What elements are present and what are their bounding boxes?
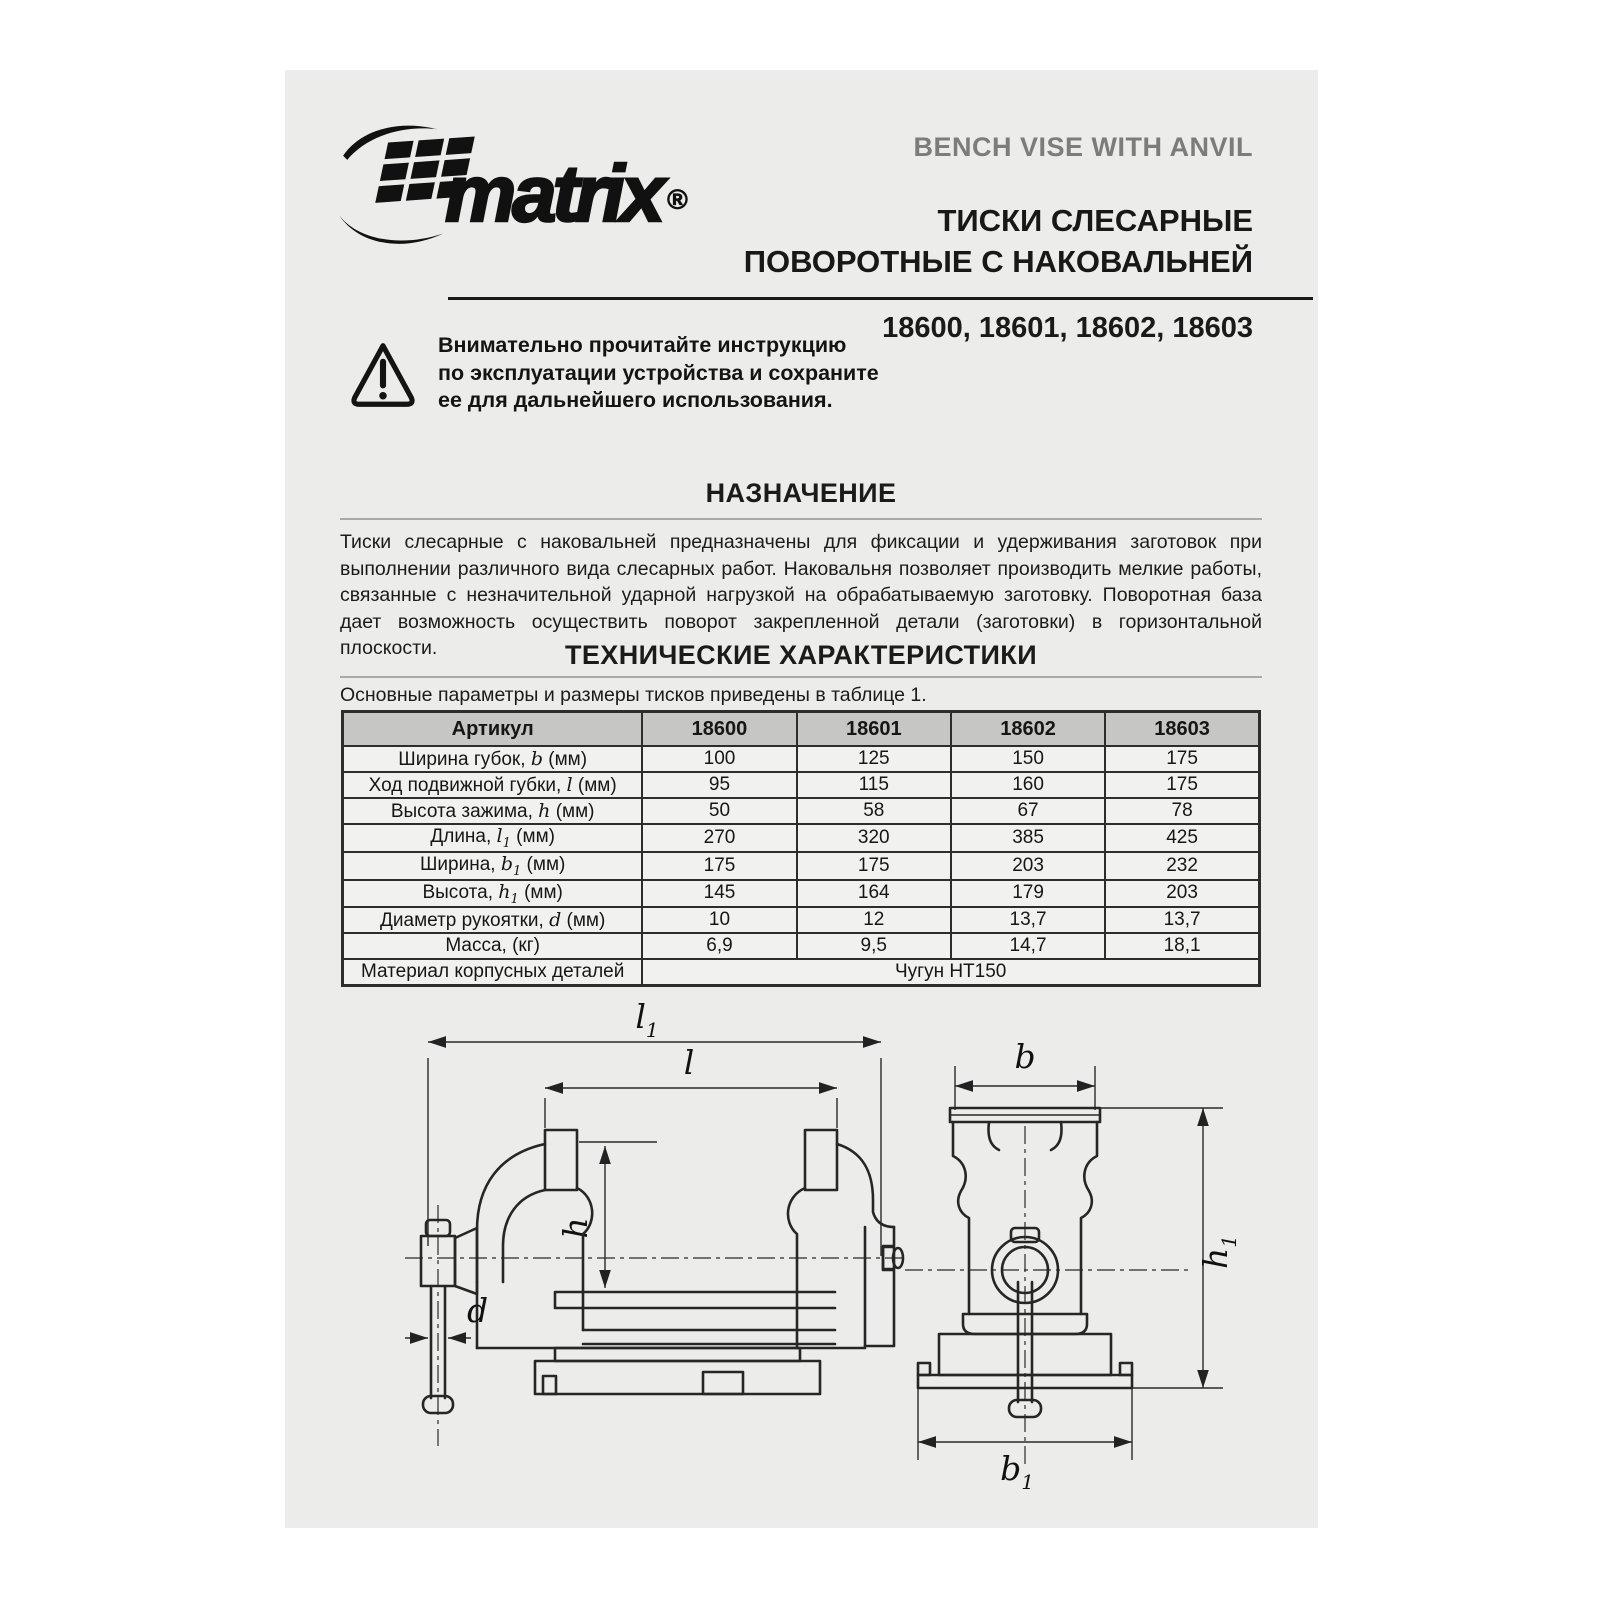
svg-text:l1: $l_1$ [635, 1000, 659, 1042]
svg-text:b: b [1014, 1037, 1036, 1076]
param-value: 270 [642, 824, 796, 852]
param-value: 14,7 [951, 933, 1105, 959]
param-value: 203 [951, 852, 1105, 880]
table-header-row [343, 712, 1260, 747]
param-value: 18,1 [1105, 933, 1259, 959]
param-value: 175 [642, 852, 796, 880]
product-title-ru-line2: ПОВОРОТНЫЕ С НАКОВАЛЬНЕЙ [743, 244, 1253, 279]
param-value: 95 [642, 772, 796, 798]
warning-note [350, 332, 879, 415]
table-row [343, 746, 1260, 772]
param-value: 175 [797, 852, 951, 880]
param-value: 179 [951, 880, 1105, 908]
svg-text:b1: $b_1$ [1000, 1449, 1034, 1490]
param-value: 10 [642, 907, 796, 933]
param-value: 67 [951, 798, 1105, 824]
param-label: Материал корпусных деталей [343, 959, 643, 986]
product-title-ru [744, 200, 1253, 282]
param-label: Высота, $h_1$ (мм) [343, 880, 643, 908]
param-label: Ширина, $b_1$ (мм) [343, 852, 643, 880]
table-row [343, 852, 1260, 880]
col-header-param: Артикул [343, 712, 643, 747]
dimension-h1 [1100, 1108, 1241, 1388]
vise-side-outline [477, 1130, 903, 1394]
section-title-specs: ТЕХНИЧЕСКИЕ ХАРАКТЕРИСТИКИ [564, 640, 1037, 670]
table-row [343, 824, 1260, 852]
specs-intro: Основные параметры и размеры тисков приведены в таблице 1. [340, 684, 927, 706]
table-row [343, 880, 1260, 908]
param-value: 175 [1105, 772, 1259, 798]
table-row-material [343, 959, 1260, 986]
param-label: Ход подвижной губки, l (мм) [343, 772, 643, 798]
warning-line: ее для дальнейшего использования. [438, 388, 833, 412]
param-label: Длина, $l_1$ (мм) [343, 824, 643, 852]
warning-triangle-icon [350, 336, 416, 414]
param-value: 50 [642, 798, 796, 824]
specs-divider [340, 676, 1262, 678]
param-label: Высота зажима, h (мм) [343, 798, 643, 824]
param-value: 12 [797, 907, 951, 933]
product-title-ru-line1: ТИСКИ СЛЕСАРНЫЕ [937, 203, 1253, 238]
product-title-en: BENCH VISE WITH ANVIL [913, 132, 1253, 162]
registered-trademark: ® [667, 184, 688, 215]
param-value: 203 [1105, 880, 1259, 908]
param-value: 175 [1105, 746, 1259, 772]
svg-text:d: d [467, 1291, 489, 1330]
dimension-l [545, 1043, 837, 1128]
param-value: 425 [1105, 824, 1259, 852]
front-view-drawing [905, 1030, 1245, 1490]
header-divider [448, 297, 1313, 300]
warning-line: Внимательно прочитайте инструкцию [438, 333, 847, 357]
param-value: 125 [797, 746, 951, 772]
col-header-article: 18603 [1105, 712, 1259, 747]
param-value: 9,5 [797, 933, 951, 959]
param-value: 150 [951, 746, 1105, 772]
col-header-article: 18600 [642, 712, 796, 747]
param-value: 164 [797, 880, 951, 908]
table-row [343, 933, 1260, 959]
param-value: 145 [642, 880, 796, 908]
specs-table [341, 710, 1261, 987]
param-value: 232 [1105, 852, 1259, 880]
col-header-article: 18602 [951, 712, 1105, 747]
brand-name [445, 148, 688, 240]
dimension-d [405, 1291, 488, 1338]
warning-text [438, 332, 879, 415]
purpose-text: Тиски слесарные с наковальней предназначены для фиксации и удерживания заготовок при выполнении различного вида слесарных работ. Наковальня позволяет производить мелкие работы, связанные с незначительной ударной нагрузкой на обрабатываемую заготовку. Поворотная база дает возможность осуществить поворот закрепленной детали (заготовки) в горизонтальной плоскости. [340, 531, 1262, 659]
dimension-l1 [428, 1000, 881, 1256]
warning-line: по эксплуатации устройства и сохраните [438, 360, 879, 385]
param-value: 78 [1105, 798, 1259, 824]
param-label: Масса, (кг) [343, 933, 643, 959]
svg-text:h1: $h_1$ [1196, 1235, 1241, 1269]
article-numbers: 18600, 18601, 18602, 18603 [882, 312, 1253, 344]
brand-wordmark: matrix [445, 149, 662, 238]
param-value: 58 [797, 798, 951, 824]
table-row [343, 907, 1260, 933]
param-value: 13,7 [1105, 907, 1259, 933]
purpose-divider [340, 518, 1262, 520]
table-row [343, 798, 1260, 824]
param-value: 6,9 [642, 933, 796, 959]
manual-page [285, 70, 1318, 1528]
param-value: Чугун HT150 [642, 959, 1259, 986]
param-value: 13,7 [951, 907, 1105, 933]
param-value: 385 [951, 824, 1105, 852]
param-label: Диаметр рукоятки, d (мм) [343, 907, 643, 933]
svg-text:h: h [556, 1217, 595, 1239]
param-value: 115 [797, 772, 951, 798]
dimension-b [955, 1037, 1095, 1110]
col-header-article: 18601 [797, 712, 951, 747]
param-value: 320 [797, 824, 951, 852]
dimension-h [556, 1142, 657, 1288]
side-view-drawing [405, 1000, 905, 1450]
section-title-purpose: НАЗНАЧЕНИЕ [705, 478, 897, 508]
table-row [343, 772, 1260, 798]
param-value: 100 [642, 746, 796, 772]
svg-text:l: l [683, 1043, 695, 1082]
param-label: Ширина губок, b (мм) [343, 746, 643, 772]
param-value: 160 [951, 772, 1105, 798]
